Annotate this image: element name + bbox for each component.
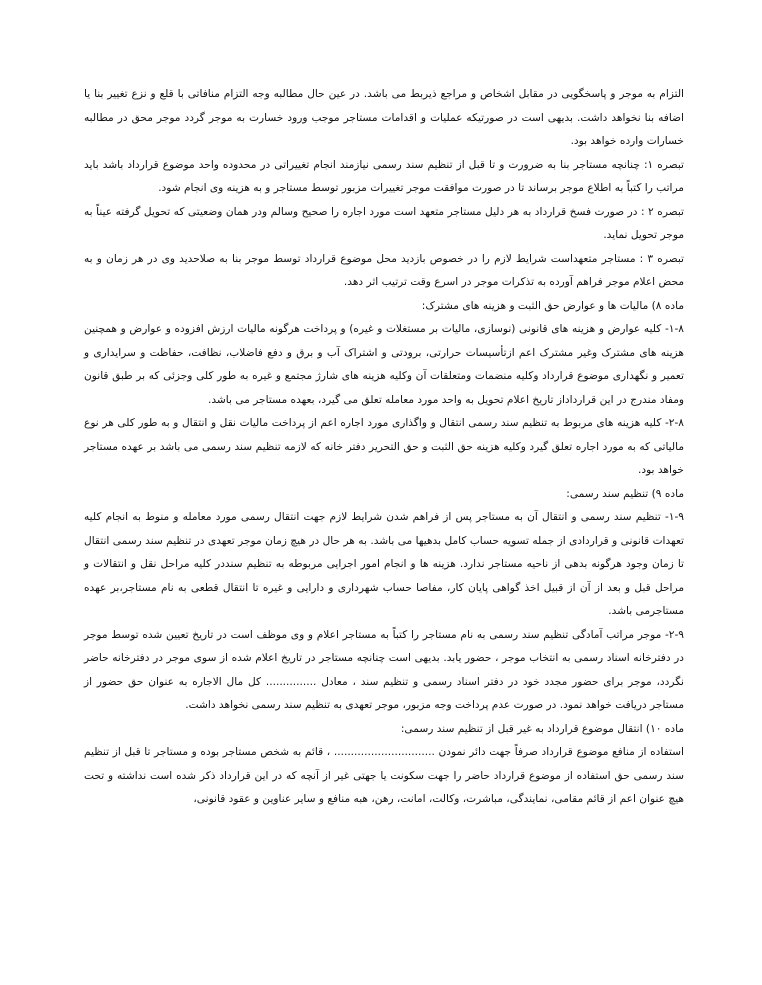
article-9-2: ۲-۹- موجر مراتب آمادگی تنظیم سند رسمی به نام مستاجر را کتباً به مستاجر اعلام و وی موظف است در تاریخ تعیین شده توسط موجر در دفترخانه اسناد رسمی به انتخاب موجر ، حضور یابد. بدیهی است چنانچه مستاجر در تاریخ اعلام شده از سوی موجر در دفترخانه حاضر نگردد، موجر برای حضور مجدد خود در دفتر اسناد رسمی و تنظیم سند ، معادل ............... کل مال الاجاره به عنوان حق حضور از مستاجر دریافت خواهد نمود. در صورت عدم پرداخت وجه مزبور، موجر تعهدی به تنظیم سند رسمی نخواهد داشت. bbox=[84, 628, 684, 711]
article-8-heading: ماده ۸) مالیات ها و عوارض حق الثبت و هزینه های مشترک: bbox=[421, 299, 684, 312]
note-3: تبصره ۳ : مستاجر متعهداست شرایط لازم را در خصوص بازدید محل موضوع قرارداد توسط موجر بنا به صلاحدید وی در هر زمان و به محض اعلام موجر فراهم آورده به تذکرات موجر در اسرع وقت ترتیب اثر دهد. bbox=[84, 252, 684, 288]
article-9-1: ۱-۹- تنظیم سند رسمی و انتقال آن به مستاجر پس از فراهم شدن شرایط لازم جهت انتقال رسمی مورد معامله و منوط به انجام کلیه تعهدات قانونی و قراردادی از جمله تسویه حساب کامل بدهیها می باشد. به هر حال در هیچ زمان موجر تعهدی در تنظیم سند رسمی انتقال تا زمان وجود هرگونه بدهی از ناحیه مستاجر ندارد. هزینه ها و انجام امور اجرایی مربوطه به تنظیم سنددر کلیه مراحل نقل و انتقالات و مراحل قبل و بعد از آن از قبیل اخذ گواهی پایان کار، مفاصا حساب شهرداری و دارایی و غیره تا انتقال قطعی به نام مستاجر،بر عهده مستاجرمی باشد. bbox=[84, 511, 684, 617]
note-2: تبصره ۲ : در صورت فسخ قرارداد به هر دلیل مستاجر متعهد است مورد اجاره را صحیح وسالم ودر همان وضعیتی که تحویل گرفته عیناً به موجر تحویل نماید. bbox=[84, 205, 684, 241]
note-1: تبصره ۱: چنانچه مستاجر بنا به ضرورت و تا قبل از تنظیم سند رسمی نیازمند انجام تغییراتی در محدوده واحد موضوع قرارداد باشد باید مراتب را کتباً به اطلاع موجر برساند تا در صورت موافقت موجر تغییرات مزبور توسط مستاجر و به هزینه وی انجام شود. bbox=[84, 158, 684, 194]
article-10-heading: ماده ۱۰) انتقال موضوع قرارداد به غیر قبل از تنظیم سند رسمی: bbox=[400, 722, 684, 735]
article-10-body: استفاده از منافع موضوع قرارداد صرفاً جهت دائر نمودن .............................. ، قائم به شخص مستاجر بوده و مستاجر تا قبل از تنظیم سند رسمی حق استفاده از موضوع قرارداد حاضر را جهت سکونت یا جهتی غیر از آنچه که در این قرارداد ذکر شده است نداشته و تحت هیچ عنوان اعم از قائم مقامی، نمایندگی، مباشرت، وکالت، امانت، رهن، هبه منافع و سایر عناوین و عقود قانونی، bbox=[84, 746, 684, 805]
article-8-2: ۲-۸- کلیه هزینه های مربوط به تنظیم سند رسمی انتقال و واگذاری مورد اجاره اعم از پرداخت مالیات نقل و انتقال و به طور کلی هر نوع مالیاتی که به مورد اجاره تعلق گیرد وکلیه هزینه حق الثبت و حق التحریر دفتر خانه که لازمه تنظیم سند رسمی می باشد بر عهده مستاجر خواهد بود. bbox=[84, 417, 684, 476]
article-9-heading: ماده ۹) تنظیم سند رسمی: bbox=[566, 487, 684, 500]
document-page bbox=[84, 83, 684, 812]
paragraph-penalty-clause: التزام به موجر و پاسخگویی در مقابل اشخاص و مراجع ذیربط می باشد. در عین حال مطالبه وجه التزام منافاتی با قلع و نزع تغییر بنا یا اضافه بنا نخواهد داشت. بدیهی است در صورتیکه عملیات و اقدامات مستاجر موجب ورود خسارت به موجر گردد موجر محق در مطالبه خسارات وارده خواهد بود. bbox=[84, 88, 684, 147]
article-8-1: ۱-۸- کلیه عوارض و هزینه های قانونی (نوسازی، مالیات بر مستغلات و غیره) و پرداخت هرگونه مالیات ارزش افزوده و عوارض و همچنین هزینه های مشترک وغیر مشترک اعم ازتأسیسات حرارتی، برودتی و اشتراک آب و برق و دفع فاضلاب، نظافت، حفاظت و سرایداری و تعمیر و نگهداری موضوع قرارداد وکلیه منضمات ومتعلقات آن وکلیه هزینه های شارژ مجتمع و غیره به طور کلی وجزئی که بر طبق قانون ومفاد مندرج در این قرارداداز تاریخ اعلام تحویل به واحد مورد معامله تعلق می گیرد، بعهده مستاجر می باشد. bbox=[84, 323, 684, 406]
